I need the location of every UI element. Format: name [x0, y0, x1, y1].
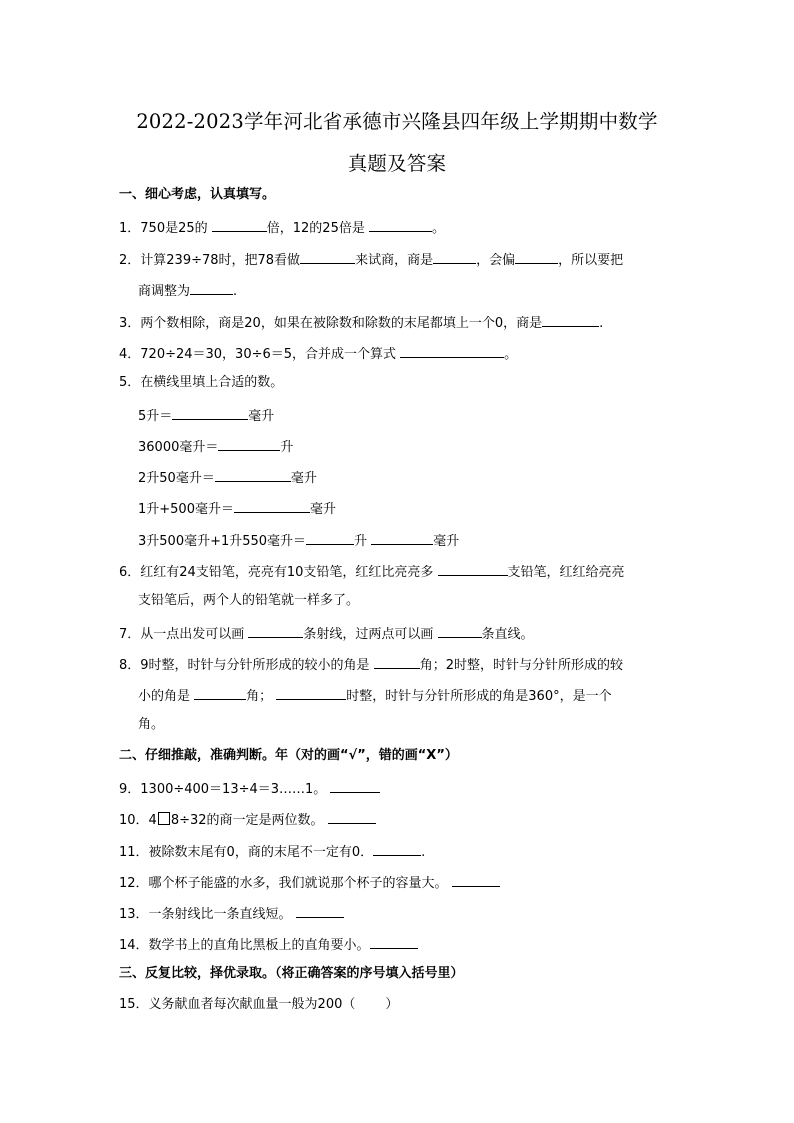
q2-blank-3[interactable]	[515, 250, 558, 264]
q4-text-a: 4．720÷24＝30，30÷6＝5，合并成一个算式	[119, 347, 401, 362]
q1-text-a: 1．750是25的	[119, 221, 212, 236]
question-14	[119, 935, 418, 954]
q8-blank-1[interactable]	[374, 655, 420, 669]
q7-text-a: 7．从一点出发可以画	[119, 627, 249, 642]
q2-text-f: .	[233, 284, 238, 299]
q5-row5-pre: 3升500毫升+1升550毫升＝	[138, 534, 307, 549]
question-8-cont	[138, 686, 612, 705]
question-1	[119, 218, 445, 237]
q5-row-3	[138, 468, 317, 487]
q3-text-a: 3．两个数相除，商是20，如果在被除数和除数的末尾都填上一个0，商是	[119, 316, 543, 331]
q7-blank-1[interactable]	[248, 624, 303, 638]
q5-row3-pre: 2升50毫升＝	[138, 471, 215, 486]
q7-text-c: 条直线。	[481, 627, 534, 642]
q1-text-b: 倍，12的25倍是	[266, 221, 369, 236]
q6-blank-1[interactable]	[438, 562, 508, 576]
q2-text-d: ，所以要把	[558, 253, 624, 268]
q4-text-b: 。	[504, 347, 518, 362]
q5-row2-post: 升	[280, 440, 294, 455]
q12-text-a: 12．哪个杯子能盛的水多，我们就说那个杯子的容量大。	[119, 876, 452, 891]
q11-blank[interactable]	[373, 842, 421, 856]
q2-text-c: ，会偏	[476, 253, 516, 268]
q8-blank-3[interactable]	[276, 686, 346, 700]
q5-row5-blank-1[interactable]	[306, 531, 354, 545]
empty-box-icon	[158, 812, 170, 825]
q10-text-b: 8÷32的商一定是两位数。	[170, 813, 328, 828]
q1-blank-2[interactable]	[369, 218, 432, 232]
question-2-cont	[138, 281, 237, 300]
q13-text-a: 13．一条射线比一条直线短。	[119, 907, 296, 922]
q12-blank[interactable]	[452, 873, 500, 887]
question-15	[119, 997, 398, 1013]
q11-text-b: .	[421, 845, 426, 860]
q14-text-a: 14．数学书上的直角比黑板上的直角要小。	[119, 938, 370, 953]
q4-blank-1[interactable]	[400, 344, 504, 358]
q2-text-e: 商调整为	[138, 284, 191, 299]
q5-row-1	[138, 406, 274, 425]
q5-row3-post: 毫升	[290, 471, 317, 486]
document-title-line1: 2022-2023学年河北省承德市兴隆县四年级上学期期中数学	[136, 110, 658, 133]
question-6-cont: 支铅笔后，两个人的铅笔就一样多了。	[138, 593, 360, 608]
q8-text-a: 8．9时整，时针与分针所形成的较小的角是	[119, 658, 374, 673]
q5-row1-post: 毫升	[248, 409, 275, 424]
q9-blank[interactable]	[330, 779, 380, 793]
question-9	[119, 779, 380, 798]
q5-row2-blank[interactable]	[218, 437, 280, 451]
q8-text-b: 角；2时整，时针与分针所形成的较	[419, 658, 623, 673]
question-8	[119, 655, 623, 674]
question-7	[119, 624, 534, 643]
q7-text-b: 条射线，过两点可以画	[303, 627, 438, 642]
section-heading-3: 三、反复比较，择优录取。（将正确答案的序号填入括号里）	[119, 966, 464, 981]
q2-text-a: 2．计算239÷78时，把78看做	[119, 253, 301, 268]
q8-blank-2[interactable]	[194, 686, 246, 700]
document-title-line2: 真题及答案	[347, 152, 447, 175]
q10-blank[interactable]	[328, 810, 376, 824]
q5-row1-blank[interactable]	[172, 406, 248, 420]
q5-row-5	[138, 531, 459, 550]
q10-text-a: 10．4	[119, 813, 157, 828]
q5-row3-blank[interactable]	[215, 468, 291, 482]
question-11	[119, 842, 425, 861]
q5-row5-blank-2[interactable]	[371, 531, 433, 545]
question-5: 5．在横线里填上合适的数。	[119, 375, 284, 390]
q2-blank-4[interactable]	[190, 281, 233, 295]
question-10	[119, 810, 376, 829]
q8-text-d: 角；	[246, 689, 277, 704]
q5-row5-post: 毫升	[433, 534, 460, 549]
q6-text-a: 6．红红有24支铅笔，亮亮有10支铅笔，红红比亮亮多	[119, 565, 438, 580]
q3-blank-1[interactable]	[542, 313, 599, 327]
q6-text-b: 支铅笔，红红给亮亮	[507, 565, 625, 580]
q5-row-4	[138, 499, 336, 518]
section-heading-2: 二、仔细推敲，准确判断。年（对的画“√”，错的画“X”）	[119, 748, 458, 763]
q14-blank[interactable]	[370, 935, 418, 949]
question-8-cont2: 角。	[138, 717, 165, 732]
section-heading-1: 一、细心考虑，认真填写。	[119, 187, 276, 202]
q8-text-c: 小的角是	[138, 689, 195, 704]
question-4	[119, 344, 517, 363]
q15-text-a: 15．义务献血者每次献血量一般为200（	[119, 997, 356, 1012]
q2-blank-2[interactable]	[433, 250, 476, 264]
q3-text-b: .	[599, 316, 604, 331]
q1-text-c: 。	[431, 221, 445, 236]
q8-text-e: 时整，时针与分针所形成的角是360°，是一个	[346, 689, 612, 704]
question-3	[119, 313, 603, 332]
q1-blank-1[interactable]	[212, 218, 267, 232]
q5-row-2	[138, 437, 293, 456]
q13-blank[interactable]	[296, 904, 344, 918]
q15-text-b: ）	[385, 997, 399, 1012]
question-6	[119, 562, 625, 581]
question-12	[119, 873, 500, 892]
q5-row4-post: 毫升	[309, 502, 336, 517]
question-2	[119, 250, 623, 269]
q5-row2-pre: 36000毫升＝	[138, 440, 219, 455]
question-13	[119, 904, 344, 923]
q11-text-a: 11．被除数末尾有0，商的末尾不一定有0．	[119, 845, 374, 860]
q2-blank-1[interactable]	[300, 250, 355, 264]
q2-text-b: 来试商，商是	[355, 253, 434, 268]
q7-blank-2[interactable]	[438, 624, 482, 638]
q5-row5-mid: 升	[354, 534, 372, 549]
q9-text-a: 9．1300÷400＝13÷4＝3……1。	[119, 782, 331, 797]
q5-row4-pre: 1升+500毫升＝	[138, 502, 234, 517]
q5-row1-pre: 5升＝	[138, 409, 173, 424]
q5-row4-blank[interactable]	[234, 499, 310, 513]
